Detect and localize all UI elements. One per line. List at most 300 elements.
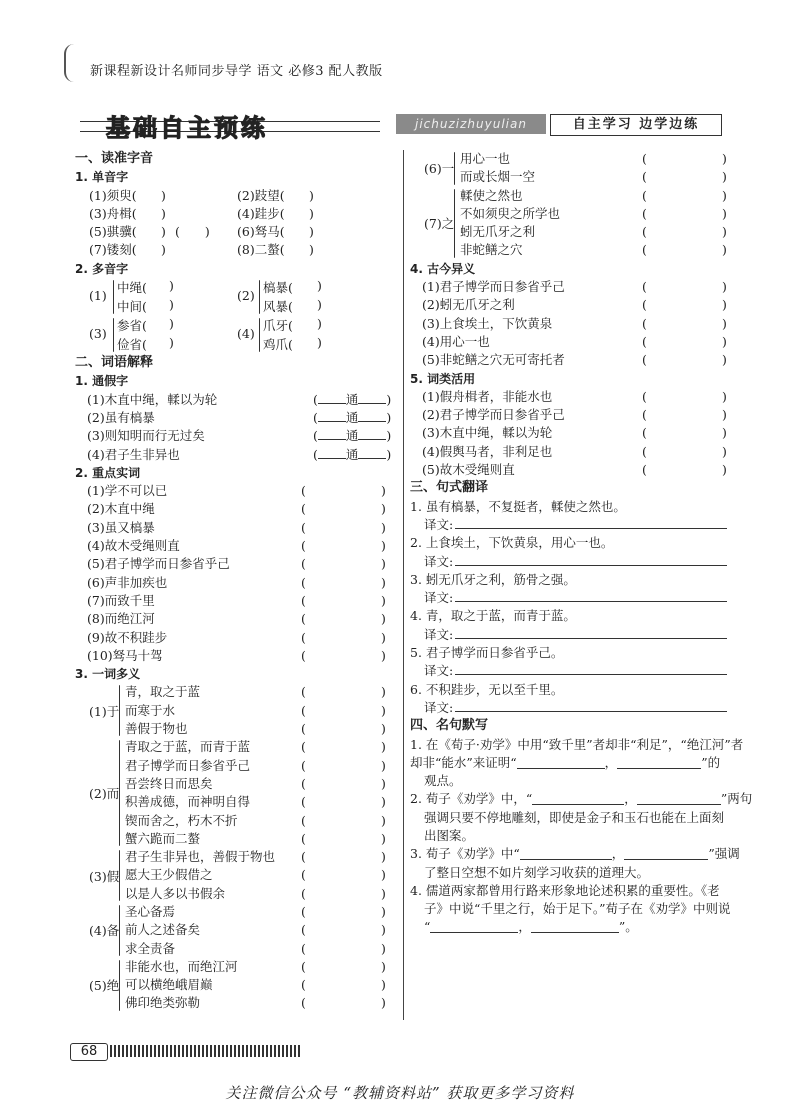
page-header — [0, 40, 800, 90]
polysemy-item: 佛印绝类弥勒 — [125, 995, 201, 1011]
yiwen-label: 译文: — [424, 553, 454, 569]
tongjia-answer: ( 通 ) — [313, 428, 392, 444]
answer-paren-open: ( — [301, 958, 306, 974]
tong-label: 通 — [345, 409, 359, 425]
polysemy-word: (3)假 — [89, 868, 120, 884]
right-column — [410, 150, 753, 937]
translation-answer-row — [410, 662, 730, 680]
tongjia-item — [75, 446, 400, 464]
polysemy-item: 前人之述备矣 — [125, 922, 201, 938]
polysemy-item: 善假于物也 — [125, 721, 188, 737]
answer-paren-close: ) — [381, 812, 386, 828]
polysemy-item: 圣心备焉 — [125, 904, 176, 919]
answer-paren-close: ) — [381, 629, 386, 645]
shici-item — [75, 482, 400, 500]
shici-item — [75, 629, 400, 647]
shici-text: (2)木直中绳 — [87, 501, 155, 517]
left-column — [75, 150, 400, 1013]
polysemy-item: 青取之于蓝，而青于蓝 — [125, 739, 251, 755]
answer-paren-close: ) — [381, 794, 386, 810]
tongjia-answer: ( 通 ) — [313, 391, 392, 407]
tong-label: 通 — [345, 391, 359, 407]
page-number-badge — [70, 1043, 300, 1061]
answer-blank[interactable] — [637, 792, 721, 805]
polysemy-item: 蟹六跪而二螯 — [125, 830, 201, 846]
answer-paren-open: ( — [301, 629, 306, 645]
single-char-row — [75, 205, 400, 223]
polysemy-word: (5)绝 — [89, 978, 120, 994]
brace — [259, 280, 260, 314]
polysemy-word: (6)一 — [424, 161, 455, 177]
polysemy-group — [75, 958, 400, 1013]
answer-paren-open: ( — [642, 151, 647, 166]
translation-answer-row — [410, 516, 730, 534]
brace — [119, 685, 120, 736]
answer-paren-open: ( — [301, 574, 306, 590]
answer-paren-close: ) — [381, 830, 386, 846]
answer-paren-open: ( — [301, 483, 306, 499]
group-number: (2) — [237, 288, 255, 304]
answer-paren-close: ) — [381, 721, 386, 737]
answer-paren-open: ( — [642, 443, 647, 459]
brace — [113, 280, 114, 314]
answer-paren-close: ) — [722, 279, 727, 295]
answer-blank[interactable] — [430, 920, 518, 933]
answer-paren-close: ) — [381, 647, 386, 663]
header-title: 新课程新设计名师同步导学 语文 必修3 配人教版 — [90, 64, 383, 79]
multi-item: 参省( — [117, 318, 147, 334]
answer-blank[interactable] — [624, 847, 708, 860]
translation-question: 2. 上食埃土，下饮黄泉，用心一也。 — [410, 535, 614, 551]
answer-paren-close: ) — [381, 757, 386, 773]
group-number: (3) — [89, 326, 107, 342]
tongjia-text: (2)虽有槁暴 — [87, 409, 155, 425]
subsection-title: 1. 单音字 — [75, 170, 129, 185]
huoyong-item — [410, 443, 730, 461]
translation-answer-row — [410, 699, 730, 717]
answer-paren-close: ) — [722, 333, 727, 349]
column-divider — [403, 150, 404, 1020]
answer-paren-close: ) — [722, 169, 727, 185]
answer-paren-open: ( — [642, 407, 647, 423]
answer-paren-open: ( — [301, 538, 306, 554]
polysemy-item: 非能水也，而绝江河 — [125, 958, 238, 974]
answer-paren-open: ( — [301, 556, 306, 572]
brace — [454, 152, 455, 185]
polysemy-item: 而寒于水 — [125, 702, 176, 718]
single-item: (7)镂刻( — [89, 242, 137, 258]
answer-paren-close: ) — [722, 187, 727, 203]
answer-paren-open: ( — [301, 739, 306, 755]
answer-paren-close: ) — [381, 977, 386, 993]
recitation-q3: 3. 荀子《劝学》中“ ， ”强调 了整日空想不如片刻学习收获的道理大。 — [410, 845, 730, 882]
answer-blank[interactable] — [617, 756, 701, 769]
answer-paren-open: ( — [301, 940, 306, 956]
brace — [119, 740, 120, 846]
question-text: 4. 儒道两家都曾用行路来形象地论述积累的重要性。《老 — [410, 882, 720, 898]
banner-pinyin: jichuzizhuyulian — [396, 114, 546, 134]
huoyong-text: (1)假舟楫者，非能水也 — [422, 388, 553, 404]
page-number-decoration — [110, 1045, 300, 1057]
section-title: 三、句式翻译 — [410, 480, 489, 496]
tong-label: 通 — [345, 428, 359, 444]
huoyong-text: (3)木直中绳，輮以为轮 — [422, 425, 553, 441]
answer-paren-close: ) — [381, 904, 386, 919]
answer-line[interactable] — [455, 553, 727, 566]
question-text: 2. 荀子《劝学》中，“ — [410, 791, 533, 807]
answer-paren-extra: ( ) — [175, 224, 210, 240]
translation-answer-row — [410, 553, 730, 571]
yiwen-label: 译文: — [424, 626, 454, 642]
gujin-item — [410, 351, 730, 369]
gujin-text: (3)上食埃土，下饮黄泉 — [422, 315, 553, 331]
recitation-q2: 2. 荀子《劝学》中，“ ， ”两句 强调只要不停地雕刻，即使是金子和玉石也能在上面刻 出图案。 — [410, 790, 730, 845]
answer-paren-close: ) — [722, 352, 727, 368]
shici-item — [75, 537, 400, 555]
answer-paren-open: ( — [301, 977, 306, 993]
answer-paren-close: ) — [381, 867, 386, 883]
answer-paren-open: ( — [642, 279, 647, 295]
answer-paren-open: ( — [301, 647, 306, 663]
group-number: (1) — [89, 288, 107, 304]
tongjia-text: (3)则知明而行无过矣 — [87, 428, 205, 444]
answer-paren-close: ) — [722, 151, 727, 166]
answer-paren-close: ) — [381, 501, 386, 517]
shici-text: (8)而绝江河 — [87, 611, 155, 627]
answer-line[interactable] — [455, 626, 727, 639]
yiwen-label: 译文: — [424, 516, 454, 532]
question-text: 观点。 — [424, 773, 462, 789]
answer-paren-open: ( — [301, 885, 306, 901]
gujin-text: (5)非蛇鳝之穴无可寄托者 — [422, 352, 565, 368]
answer-blank[interactable] — [532, 792, 624, 805]
answer-blank[interactable] — [517, 756, 605, 769]
answer-paren-open: ( — [301, 611, 306, 627]
answer-paren-close: ) — [381, 592, 386, 608]
single-item: (3)舟楫( — [89, 205, 137, 221]
answer-paren-open: ( — [301, 519, 306, 535]
answer-paren-close: ) — [309, 205, 314, 221]
banner-title: 基础自主预练 — [106, 114, 268, 142]
subsection-title: 2. 重点实词 — [75, 465, 141, 480]
gujin-item — [410, 278, 730, 296]
brace — [113, 318, 114, 352]
multi-item: 风暴( — [263, 299, 293, 315]
answer-paren-open: ( — [301, 849, 306, 865]
answer-paren-open: ( — [642, 315, 647, 331]
question-text: 强调只要不停地雕刻，即使是金子和玉石也能在上面刻 — [424, 809, 725, 825]
banner-tag: 自主学习 边学边练 — [550, 114, 722, 136]
question-text: 却非“能水”来证明“ — [410, 754, 517, 770]
polysemy-item: 可以横绝峨眉巅 — [125, 977, 213, 993]
question-text: 3. 荀子《劝学》中“ — [410, 846, 520, 862]
answer-paren-close: ) — [381, 775, 386, 791]
answer-paren-close: ) — [722, 242, 727, 258]
answer-paren-close: ) — [381, 849, 386, 865]
answer-paren-open: ( — [301, 684, 306, 700]
huoyong-text: (2)君子博学而日参省乎己 — [422, 407, 565, 423]
polysemy-word: (2)而 — [89, 786, 120, 802]
answer-paren-close: ) — [381, 739, 386, 755]
shici-item — [75, 555, 400, 573]
answer-paren-close: ) — [381, 556, 386, 572]
answer-line[interactable] — [455, 589, 727, 602]
answer-paren-close: ) — [722, 407, 727, 423]
answer-paren-close: ) — [161, 242, 166, 258]
polysemy-group — [75, 738, 400, 848]
translation-list — [410, 498, 730, 718]
multi-item: 爪牙( — [263, 318, 293, 334]
answer-paren-close: ) — [722, 224, 727, 240]
answer-paren-open: ( — [642, 205, 647, 221]
polysemy-item: 积善成德，而神明自得 — [125, 794, 251, 810]
question-text: 了整日空想不如片刻学习收获的道理大。 — [424, 864, 650, 880]
multi-char-row: (1) 中绳( ) 中间( ) (2) 槁暴( ) 风暴( ) — [89, 278, 322, 315]
answer-paren-close: ) — [381, 885, 386, 901]
shici-text: (7)而致千里 — [87, 592, 155, 608]
subsection-title: 1. 通假字 — [75, 374, 129, 389]
gujin-text: (1)君子博学而日参省乎己 — [422, 279, 565, 295]
polysemy-item: 吾尝终日而思矣 — [125, 775, 213, 791]
answer-paren-close: ) — [161, 187, 166, 203]
question-text: 出图案。 — [424, 827, 475, 843]
answer-paren-open: ( — [301, 501, 306, 517]
single-char-row — [75, 241, 400, 259]
answer-paren-close: ) — [309, 187, 314, 203]
answer-paren-close: ) — [381, 483, 386, 499]
shici-text: (10)驽马十驾 — [87, 647, 163, 663]
subsection-title: 3. 一词多义 — [75, 667, 141, 682]
answer-paren-close: ) — [381, 995, 386, 1011]
polysemy-list — [75, 683, 400, 1012]
answer-paren-open: ( — [642, 352, 647, 368]
answer-paren-close: ) — [381, 684, 386, 700]
brace — [454, 189, 455, 258]
answer-paren-close: ) — [722, 462, 727, 478]
tongjia-answer: ( 通 ) — [313, 409, 392, 425]
answer-paren-open: ( — [301, 794, 306, 810]
answer-paren-open: ( — [301, 721, 306, 737]
shici-item — [75, 500, 400, 518]
tongjia-item — [75, 409, 400, 427]
answer-paren-open: ( — [301, 592, 306, 608]
polysemy-item: 而或长烟一空 — [460, 169, 536, 185]
section-banner — [80, 108, 720, 142]
answer-paren-close: ) — [722, 425, 727, 441]
yiwen-label: 译文: — [424, 663, 454, 679]
answer-paren-open: ( — [642, 388, 647, 404]
multi-item: 鸡爪( — [263, 337, 293, 353]
polysemy-item: 蚓无爪牙之利 — [460, 224, 536, 240]
gujin-text: (2)蚓无爪牙之利 — [422, 297, 515, 313]
huoyong-item — [410, 424, 730, 442]
huoyong-text: (5)故木受绳则直 — [422, 462, 515, 478]
answer-paren-close: ) — [722, 443, 727, 459]
answer-paren-close: ) — [722, 205, 727, 221]
yiwen-label: 译文: — [424, 590, 454, 606]
shici-item — [75, 592, 400, 610]
polysemy-group — [410, 187, 730, 260]
answer-paren-close: ) — [381, 611, 386, 627]
multi-item: 槁暴( — [263, 280, 293, 296]
polysemy-item: 非蛇鳝之穴 — [460, 242, 523, 258]
group-number: (4) — [237, 326, 255, 342]
section-title: 四、名句默写 — [410, 718, 489, 734]
translation-question: 1. 虽有槁暴，不复挺者，輮使之然也。 — [410, 498, 626, 514]
single-item: (1)须臾( — [89, 187, 137, 203]
translation-answer-row — [410, 626, 730, 644]
tongjia-answer: ( 通 ) — [313, 446, 392, 462]
banner-title-box — [80, 108, 370, 142]
shici-list — [75, 482, 400, 665]
answer-paren-close: ) — [722, 297, 727, 313]
answer-paren-close: ) — [161, 224, 166, 240]
gujin-item — [410, 333, 730, 351]
answer-paren-open: ( — [642, 425, 647, 441]
single-char-list — [75, 187, 400, 260]
answer-paren-open: ( — [301, 867, 306, 883]
polysemy-word: (1)于 — [89, 703, 120, 719]
answer-paren-open: ( — [301, 995, 306, 1011]
single-item: (8)二螯( — [237, 242, 285, 258]
answer-paren-open: ( — [642, 297, 647, 313]
tong-label: 通 — [345, 446, 359, 462]
multi-item: 中间( — [117, 299, 147, 315]
translation-question: 3. 蚓无爪牙之利，筋骨之强。 — [410, 571, 576, 587]
multi-item: 中绳( — [117, 280, 147, 296]
translation-question: 4. 青，取之于蓝，而青于蓝。 — [410, 608, 576, 624]
answer-paren-open: ( — [301, 922, 306, 938]
answer-paren-close: ) — [161, 205, 166, 221]
answer-paren-open: ( — [642, 333, 647, 349]
polysemy-group — [410, 150, 730, 187]
polysemy-item: 求全责备 — [125, 940, 176, 956]
answer-paren-close: ) — [381, 519, 386, 535]
answer-paren-open: ( — [301, 812, 306, 828]
shici-item — [75, 574, 400, 592]
yiwen-label: 译文: — [424, 699, 454, 715]
subsection-title: 5. 词类活用 — [410, 371, 476, 386]
brace — [259, 318, 260, 352]
footer-note: 关注微信公众号 “教辅资料站” 获取更多学习资料 — [225, 1084, 575, 1102]
answer-paren-close: ) — [381, 574, 386, 590]
brace — [119, 850, 120, 901]
answer-paren-close: ) — [309, 224, 314, 240]
polysemy-list-continued — [410, 150, 730, 260]
brace — [119, 905, 120, 956]
polysemy-word: (4)备 — [89, 923, 120, 939]
gujin-item — [410, 296, 730, 314]
tongjia-list — [75, 391, 400, 464]
answer-paren-open: ( — [301, 775, 306, 791]
huoyong-item — [410, 388, 730, 406]
single-item: (6)驽马( — [237, 224, 285, 240]
answer-line[interactable] — [455, 516, 727, 529]
answer-paren-open: ( — [642, 242, 647, 258]
polysemy-item: 不如须臾之所学也 — [460, 205, 561, 221]
gujin-text: (4)用心一也 — [422, 333, 490, 349]
recitation-q4: 4. 儒道两家都曾用行路来形象地论述积累的重要性。《老 子》中说“千里之行，始于足下。”荀子在《劝学》中则说 “ ， ”。 — [410, 882, 731, 935]
polysemy-group — [75, 848, 400, 903]
header-bracket-icon — [64, 44, 74, 82]
polysemy-item: 君子博学而日参省乎己 — [125, 757, 251, 773]
question-text: 1. 在《荀子·劝学》中用“致千里”者却非“利足”，“绝江河”者 — [410, 736, 744, 752]
answer-line[interactable] — [455, 699, 727, 712]
page-number: 68 — [70, 1043, 108, 1061]
answer-line[interactable] — [455, 662, 727, 675]
answer-paren-open: ( — [642, 462, 647, 478]
tongjia-item — [75, 427, 400, 445]
subsection-title: 2. 多音字 — [75, 261, 129, 276]
single-char-row — [75, 223, 400, 241]
question-text: 子》中说“千里之行，始于足下。”荀子在《劝学》中则说 — [424, 901, 731, 917]
multi-char-row: (3) 参省( ) 俭省( ) (4) 爪牙( ) 鸡爪( ) — [89, 316, 322, 353]
answer-paren-open: ( — [301, 830, 306, 846]
answer-paren-close: ) — [722, 315, 727, 331]
huoyong-item — [410, 461, 730, 479]
single-char-row — [75, 187, 400, 205]
single-item: (5)骐骥( — [89, 224, 137, 240]
polysemy-group — [75, 683, 400, 738]
polysemy-item: 用心一也 — [460, 151, 511, 166]
single-item: (2)跂望( — [237, 187, 285, 203]
polysemy-item: 愿大王少假借之 — [125, 867, 213, 883]
answer-paren-close: ) — [381, 922, 386, 938]
tongjia-text: (1)木直中绳，輮以为轮 — [87, 391, 218, 407]
recitation-q1: 1. 在《荀子·劝学》中用“致千里”者却非“利足”，“绝江河”者 却非“能水”来证明“ ， ”的 观点。 — [410, 736, 730, 791]
translation-question: 5. 君子博学而日参省乎己。 — [410, 645, 564, 661]
gujin-item — [410, 315, 730, 333]
answer-paren-open: ( — [642, 224, 647, 240]
answer-paren-close: ) — [381, 538, 386, 554]
answer-paren-open: ( — [642, 169, 647, 185]
shici-text: (1)学不可以已 — [87, 483, 168, 499]
huoyong-text: (4)假舆马者，非利足也 — [422, 443, 553, 459]
polysemy-word: (7)之 — [424, 216, 455, 232]
answer-blank[interactable] — [520, 847, 612, 860]
answer-paren-close: ) — [309, 242, 314, 258]
huoyong-item — [410, 406, 730, 424]
answer-paren-close: ) — [381, 702, 386, 718]
shici-text: (4)故木受绳则直 — [87, 538, 180, 554]
polysemy-item: 以是人多以书假余 — [125, 885, 226, 901]
translation-answer-row — [410, 589, 730, 607]
tongjia-item — [75, 391, 400, 409]
polysemy-item: 青，取之于蓝 — [125, 684, 201, 700]
tongjia-text: (4)君子生非异也 — [87, 446, 180, 462]
polysemy-group — [75, 903, 400, 958]
answer-paren-open: ( — [642, 187, 647, 203]
answer-paren-close: ) — [381, 940, 386, 956]
shici-text: (9)故不积跬步 — [87, 629, 168, 645]
section-title: 二、词语解释 — [75, 355, 154, 371]
translation-question: 6. 不积跬步，无以至千里。 — [410, 681, 564, 697]
answer-paren-close: ) — [381, 958, 386, 974]
polysemy-item: 君子生非异也，善假于物也 — [125, 849, 276, 865]
subsection-title: 4. 古今异义 — [410, 261, 476, 276]
answer-blank[interactable] — [531, 920, 619, 933]
shici-text: (6)声非加疾也 — [87, 574, 168, 590]
answer-paren-open: ( — [301, 702, 306, 718]
gujin-list — [410, 278, 730, 369]
answer-paren-close: ) — [722, 388, 727, 404]
polysemy-item: 輮使之然也 — [460, 187, 523, 203]
shici-item — [75, 610, 400, 628]
single-item: (4)跬步( — [237, 205, 285, 221]
polysemy-item: 锲而舍之，朽木不折 — [125, 812, 238, 828]
multi-item: 俭省( — [117, 337, 147, 353]
shici-text: (5)君子博学而日参省乎己 — [87, 556, 230, 572]
